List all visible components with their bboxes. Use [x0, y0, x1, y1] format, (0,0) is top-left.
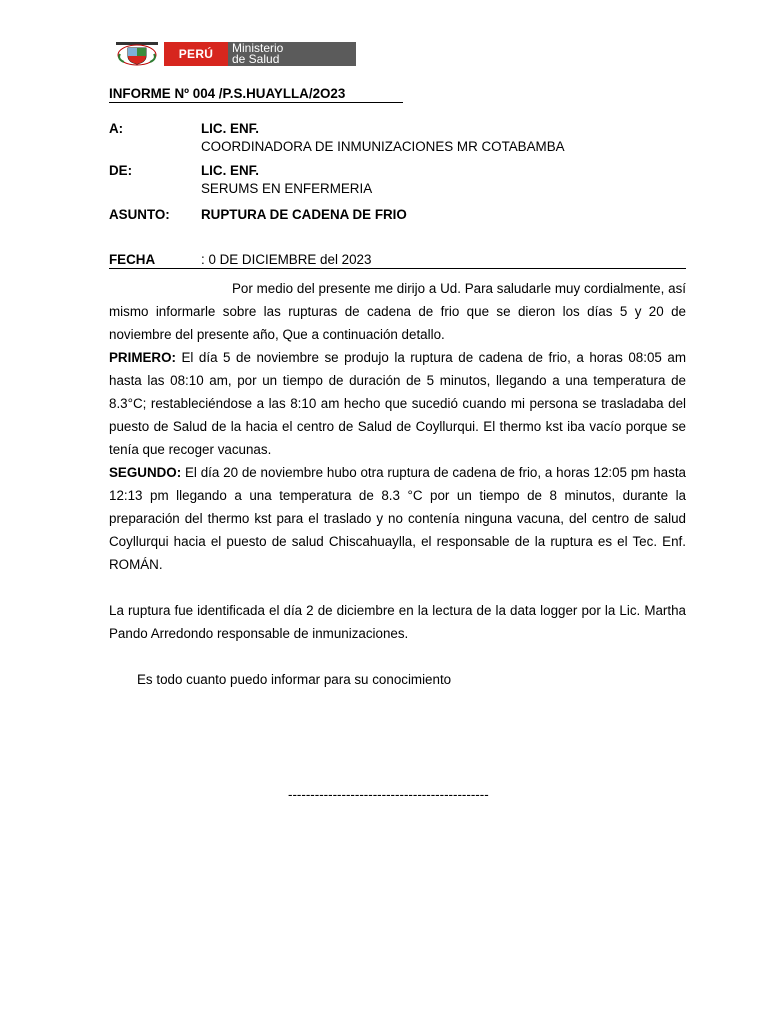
to-title: LIC. ENF.	[201, 121, 260, 136]
ministry-name-badge	[228, 42, 356, 66]
intro-paragraph: Por medio del presente me dirijo a Ud. Para saludarle muy cordialmente, así mismo informarle sobre las rupturas de cadena de frio que se dieron los días 5 y 20 de noviembre del presente año, Que a continuación detallo.	[109, 281, 686, 342]
segundo-paragraph	[109, 461, 686, 576]
date-value: : 0 DE DICIEMBRE del 2023	[201, 252, 372, 267]
ministry-name-line1: Ministerio	[232, 41, 284, 55]
primero-paragraph	[109, 346, 686, 461]
from-sender: SERUMS EN ENFERMERIA	[201, 181, 373, 196]
closing-sentence: Es todo cuanto puedo informar para su conocimiento	[137, 672, 452, 687]
primero-label: PRIMERO:	[109, 350, 176, 365]
date-underline	[109, 268, 686, 269]
segundo-label: SEGUNDO:	[109, 465, 182, 480]
to-recipient: COORDINADORA DE INMUNIZACIONES MR COTABAMBA	[201, 139, 565, 154]
peru-badge: PERÚ	[164, 42, 228, 66]
subject-label: ASUNTO:	[109, 207, 170, 222]
ministry-logo	[114, 42, 358, 66]
to-label: A:	[109, 121, 124, 136]
signature-line: ---------------------------------------------	[288, 787, 489, 802]
from-title: LIC. ENF.	[201, 163, 260, 178]
report-number: INFORME Nº 004 /P.S.HUAYLLA/2O23	[109, 86, 403, 103]
segundo-text: El día 20 de noviembre hubo otra ruptura de cadena de frio, a horas 12:05 pm hasta 12:13 pm llegando a una temperatura de 8.3 °C por un tiempo de 8 minutos, durante la preparación del thermo kst para el traslado y no contenía ninguna vacuna, del centro de salud Coyllurqui hacia el puesto de salud Chiscahuaylla, el responsable de la ruptura es el Tec. Enf. ROMÁN.	[109, 465, 686, 572]
ruptura-paragraph: La ruptura fue identificada el día 2 de diciembre en la lectura de la data logger por la Lic. Martha Pando Arredondo responsable de inmunizaciones.	[109, 603, 686, 641]
peru-coat-of-arms-icon	[114, 42, 160, 66]
subject-value: RUPTURA DE CADENA DE FRIO	[201, 207, 407, 222]
ministry-name-line2: de Salud	[232, 52, 280, 66]
from-label: DE:	[109, 163, 133, 178]
primero-text: El día 5 de noviembre se produjo la ruptura de cadena de frio, a horas 08:05 am hasta las 08:10 am, por un tiempo de duración de 5 minutos, llegando a una temperatura de 8.3°C; restableciéndose a las 8:10 am hecho que sucedió cuando mi persona se trasladaba del puesto de Salud de la hacia el centro de Salud de Coyllurqui. El thermo kst iba vacío porque se tenía que recoger vacunas.	[109, 350, 686, 457]
date-label: FECHA	[109, 252, 156, 267]
